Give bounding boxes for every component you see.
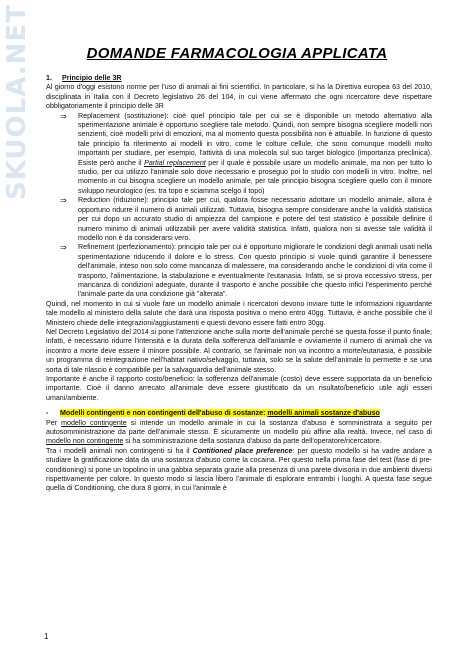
- page-number: 1: [44, 632, 49, 641]
- section-title-part1: Modelli contingenti e non contingenti dell'abuso di sostanze:: [60, 409, 268, 418]
- section-2: [46, 409, 432, 494]
- section-heading-2: [46, 409, 432, 418]
- term-cpp: Contitioned place preference: [192, 446, 293, 455]
- arrow-icon: ⇒: [60, 111, 67, 121]
- text-run: si intende un modello animale in cui la sostanza d'abuso è somministrata a seguito per autosomministrazione da parte dell'animale stesso. È sicuramente un modello più affine alla realtà. Invece, nel caso di: [46, 418, 432, 437]
- arrow-icon: ⇒: [60, 196, 67, 206]
- text-run: Tra i modelli animali non contingenti si ha il: [46, 446, 193, 455]
- watermark: SKUOLA.NET: [2, 4, 32, 200]
- bullet-text-cont: per il quale è possibile usare un modello animale, ma non per tutto lo studio, per cui utilizzo l'animale solo dove necessario e proseguo poi lo studio con modelli in vitro. Inoltre, nel momento in cui bisogna scegliere un modello animale, per tale principio bisogna scegliere quello con il minore sviluppo neurologico (es. tra topo e sciamma scelgo il topo): [78, 158, 432, 195]
- section-heading-1: [46, 74, 432, 83]
- text-run: : per questo modello si ha vadre andare a studiare la gratificazione data da una sostanza d'abuso come la cocaina. Per questo nella prima fase del test (fase di pre-conditioning) si pone un topolino in una gabbia separata grazie alla presenza di una parete divisoria in due ambienti diversi rispettivamente per colore. In questo modo si lascia libero l'animale di esplorare entrambi i luoghi. A questa fase segue quella di Conditioning, che dura 8 giorni, in cui l'animale è: [46, 446, 432, 493]
- section-number: 1.: [46, 74, 52, 82]
- bullet-refinement: [46, 243, 432, 299]
- bullet-replacement: [46, 112, 432, 197]
- section-title: Principio delle 3R: [62, 74, 122, 82]
- paragraph-decree: Nel Decreto Legislativo del 2014 si pone l'attenzione anche sulla morte dell'animale perché se questa fosse il punto finale; infatti, è necessario ridurre l'intensità e la durata della sofferenza dell'aniamle e ovviamente il numero di animali che va incontro a morte deve essere il minore possibile. Al contrario, se l'animale non va incontro a morte/eutanasia, è possibile un programma di reintegrazione nell'habitat nativo/selvaggio, tuttavia, solo se la salute dell'animale lo permette e se una sorta di tale rilascio è compatibile per la salvaguardia dell'animale stesso.: [46, 327, 432, 374]
- bullet-text: Reduction (riduzione): principio tale per cui, qualora fosse necessario adottare un modello animale, allora è opportuno ridurre il numero di animali utilizzati. Tuttavia, bisogna sempre considerare anche la validità statistica per cui dopo un accurato studio di ampiezza del campione e potere del test statistico è possibile definire il numero minimo di animali utilizzabili per avere validità statistica. Infatti, qualora non si avesse tale validità il modello non è da considerarsi vero.: [78, 196, 432, 242]
- paragraph-cpp: [46, 447, 432, 494]
- section-marker: -: [46, 409, 49, 418]
- term-non-contingent: modello non contingente: [46, 437, 124, 446]
- document-body: [46, 72, 432, 494]
- paragraph-cost-benefit: Importante è anche il rapporto costo/beneficio: la sofferenza dell'animale (costo) deve essere supportata da un beneficio importante. Cioè il danno arrecato all'animale deve essere giustificato da un risultato/beneficio utile agli esseri umani/ambiente.: [46, 375, 432, 402]
- section-title-part2: modelli animali sostanze d'abuso: [267, 409, 380, 418]
- paragraph-ministry: Quindi, nel momento in cui si vuole fare un modello animale i ricercatori devono inviare tutte le informazioni riguardante tale modello al ministero della salute che darà una risposta positiva o meno entro 40gg. Tuttavia, è anche possibile che il Ministero chiede delle integrazioni/aggiustamenti e questi devono essere fatti entro 30gg.: [46, 299, 432, 327]
- intro-paragraph: Al giorno d'oggi esistono norme per l'uso di animali ai fini scientifici. In particolare, si ha la Direttiva europea 63 del 2010, disciplinata in Italia con il Decreto legislativo 26 del 104, in cui viene affermato che ogni ricercatore deve rispettare obbligatoriamente il principio delle 3R: [46, 83, 432, 111]
- term-contingent: modello contingente: [61, 418, 127, 427]
- partial-replacement-term: Partial replacement: [144, 158, 206, 167]
- page-title: DOMANDE FARMACOLOGIA APPLICATA: [86, 45, 388, 62]
- bullet-text: Replacement (sostituzione): cioè quel principio tale per cui se è disponibile un metodo alternativo alla sperimentazione animale è opportuno scegliere tale metodo. Quindi, non sempre bisogna scegliere modelli non senzienti, cioè modelli privi di emozioni, ma al momento questa possibilità non è attuabile. In funzione di questo tale principio fa riferimento ai modelli in vitro, come le colture cellule, che sono comunque modelli molto importanti per studiare, per esempio, l'attività di una molecola sul suo target biologico (importanza preclinica). Esiste però anche il: [78, 111, 432, 167]
- bullet-reduction: [46, 196, 432, 243]
- text-run: si ha somministrazione della sostanza d'abuso da parte dell'operatore/ricercatore.: [123, 437, 382, 446]
- paragraph-contingent: [46, 419, 432, 447]
- arrow-icon: ⇒: [60, 243, 67, 253]
- bullet-text: Refinement (perfezionamento): principio tale per cui è opportuno migliorare le condizioni degli animali usati nella sperimentazione riducendo il dolore e lo stress. Con questo principio si vuole quindi garantire il benessere dell'animale, inteso non solo come mancanza di malessere, ma considerando anche le condizioni di vita come il trasporto, l'alimentazione, la stabulazione e eventualmente l'eutanasia. Infatti, se si prova eccessivo stress, per mancanza di condizioni adeguate, durante il trasporto è anche possibile che questo infici l'esperimento perché l'animale parte da una condizione già "alterata".: [78, 243, 432, 299]
- text-run: Per: [46, 418, 62, 427]
